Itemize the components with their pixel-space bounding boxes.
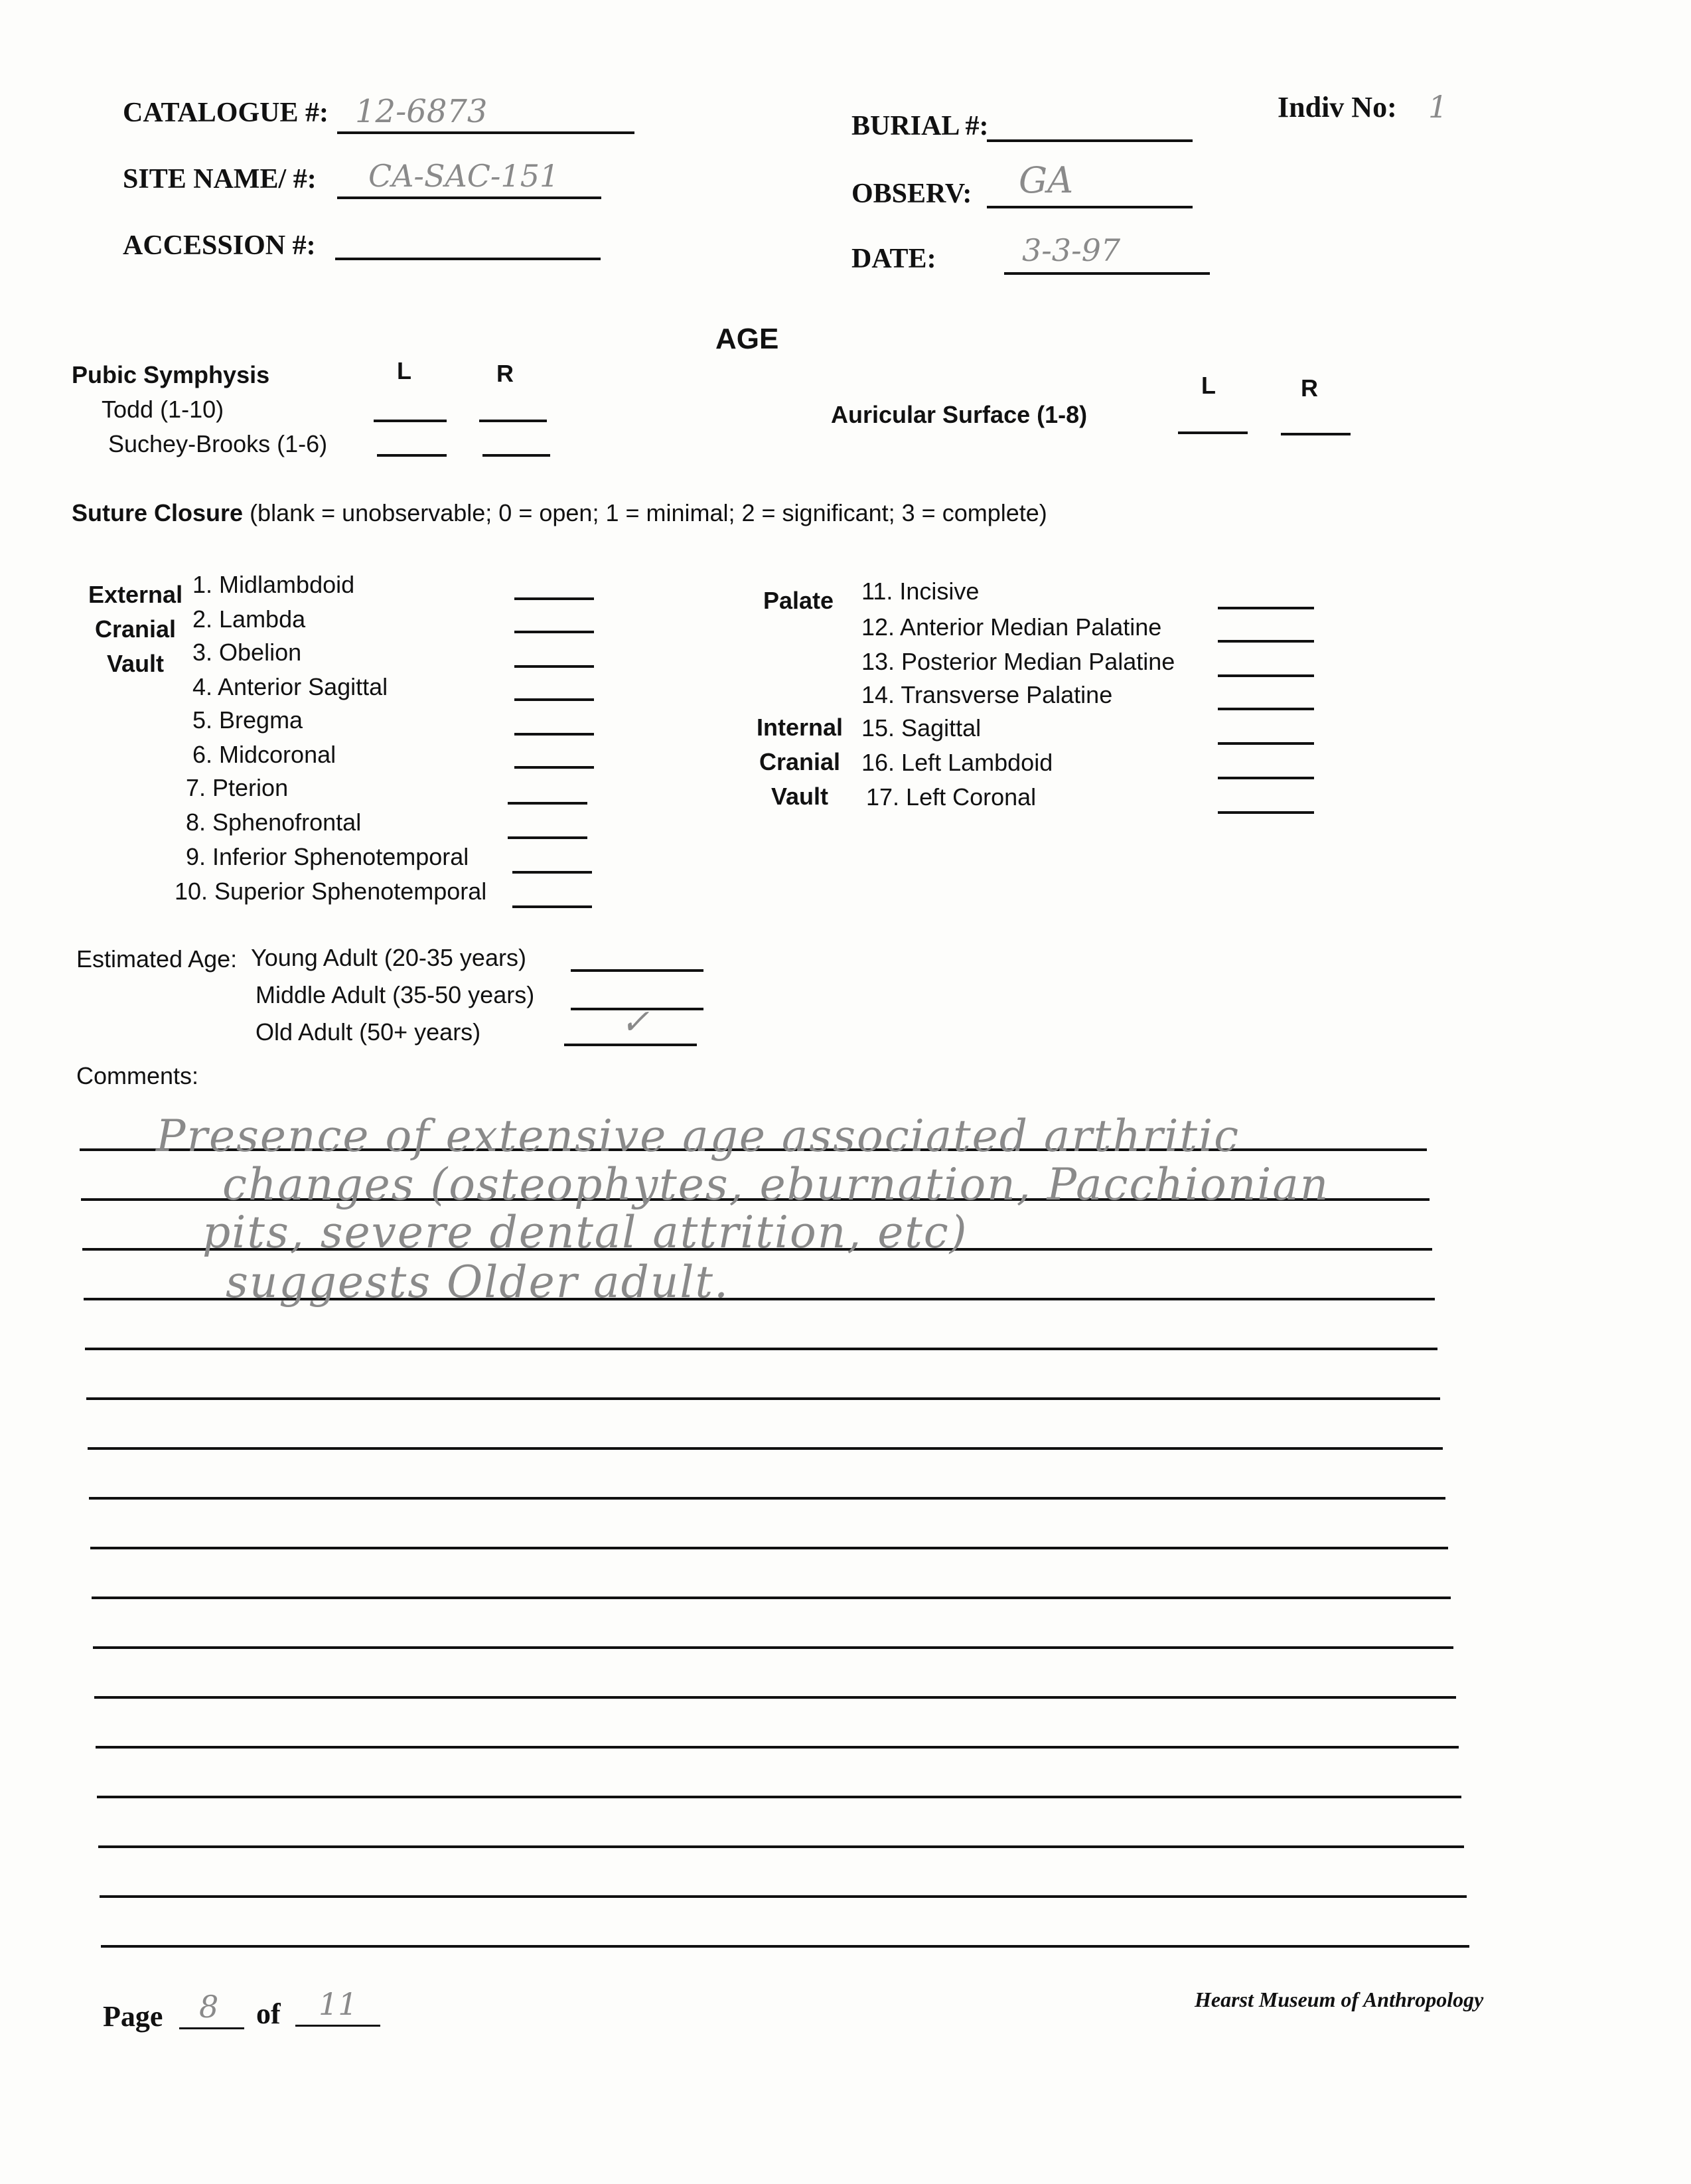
- site-value[interactable]: CA-SAC-151: [368, 158, 559, 194]
- internal-cranial-vault-group: [757, 710, 843, 814]
- external-suture-score-field[interactable]: [514, 733, 594, 736]
- external-suture-label: 4. Anterior Sagittal: [192, 673, 388, 700]
- external-suture-score-field[interactable]: [514, 631, 594, 633]
- palate-internal-suture-score-field[interactable]: [1218, 811, 1314, 814]
- external-cranial-vault-group: [88, 578, 183, 681]
- palate-internal-suture-score-field[interactable]: [1218, 708, 1314, 710]
- suture-closure-title: Suture Closure: [72, 499, 244, 526]
- external-suture-label: 3. Obelion: [192, 639, 302, 666]
- museum-name: Hearst Museum of Anthropology: [1195, 1988, 1484, 2011]
- auricular-right-field[interactable]: [1281, 433, 1351, 435]
- observ-value[interactable]: GA: [1019, 159, 1074, 201]
- external-suture-label: 10. Superior Sphenotemporal: [175, 878, 487, 905]
- comment-ruled-line: [90, 1547, 1448, 1549]
- palate-internal-suture-label: 16. Left Lambdoid: [861, 749, 1053, 776]
- external-group-line: External: [88, 581, 183, 608]
- observ-line: [987, 206, 1193, 208]
- page-label: Page: [103, 2000, 163, 2033]
- external-suture-label: 9. Inferior Sphenotemporal: [186, 843, 469, 870]
- date-value[interactable]: 3-3-97: [1022, 232, 1121, 268]
- accession-line: [335, 258, 601, 260]
- comment-ruled-line: [85, 1348, 1437, 1350]
- internal-group-line: Internal: [757, 714, 844, 741]
- estimated-age-option-field[interactable]: [571, 969, 703, 972]
- burial-line: [987, 139, 1193, 142]
- page-number-line: [179, 2027, 244, 2029]
- site-label: SITE NAME/ #:: [123, 164, 317, 195]
- external-suture-score-field[interactable]: [512, 905, 592, 908]
- external-suture-label: 1. Midlambdoid: [192, 571, 355, 598]
- site-line: [337, 196, 601, 199]
- accession-label: ACCESSION #:: [123, 230, 316, 261]
- page-number-value[interactable]: 8: [199, 1989, 219, 2025]
- external-suture-score-field[interactable]: [514, 597, 594, 600]
- internal-group-line: Vault: [771, 783, 829, 810]
- comment-ruled-line: [100, 1895, 1467, 1898]
- palate-internal-suture-score-field[interactable]: [1218, 674, 1314, 677]
- suture-closure-heading: [72, 499, 1047, 527]
- palate-internal-suture-label: 11. Incisive: [861, 578, 980, 605]
- external-suture-label: 5. Bregma: [192, 706, 303, 734]
- palate-internal-suture-label: 15. Sagittal: [861, 714, 982, 741]
- comment-ruled-line: [86, 1397, 1440, 1400]
- comment-ruled-line: [93, 1646, 1453, 1649]
- estimated-age-option-label: Young Adult (20-35 years): [251, 944, 526, 971]
- comment-ruled-line: [98, 1845, 1464, 1848]
- observ-label: OBSERV:: [851, 179, 972, 209]
- external-group-line: Vault: [107, 650, 165, 677]
- pubic-symphysis-title: Pubic Symphysis: [72, 361, 270, 388]
- date-label: DATE:: [851, 244, 936, 274]
- pubic-col-l: L: [397, 357, 411, 384]
- todd-left-field[interactable]: [374, 420, 447, 422]
- todd-right-field[interactable]: [479, 420, 547, 422]
- auricular-col-r: R: [1301, 374, 1318, 402]
- external-suture-score-field[interactable]: [512, 871, 592, 874]
- suchey-right-field[interactable]: [482, 454, 550, 457]
- external-suture-score-field[interactable]: [514, 766, 594, 769]
- suchey-brooks-label: Suchey-Brooks (1-6): [108, 430, 328, 457]
- total-pages-value[interactable]: 11: [319, 1986, 358, 2022]
- external-suture-score-field[interactable]: [514, 698, 594, 701]
- external-suture-label: 6. Midcoronal: [192, 741, 336, 768]
- external-suture-label: 2. Lambda: [192, 605, 306, 633]
- auricular-left-field[interactable]: [1178, 431, 1248, 434]
- indiv-value[interactable]: 1: [1428, 89, 1448, 125]
- palate-internal-suture-label: 12. Anterior Median Palatine: [861, 613, 1162, 641]
- estimated-age-option-field[interactable]: [564, 1044, 697, 1046]
- comment-handwritten-line: changes (osteophytes, eburnation, Pacchionian: [222, 1159, 1330, 1210]
- comments-label: Comments:: [76, 1062, 199, 1089]
- burial-label: BURIAL #:: [851, 111, 989, 141]
- suture-closure-legend: (blank = unobservable; 0 = open; 1 = minimal; 2 = significant; 3 = complete): [250, 499, 1047, 526]
- comment-ruled-line: [97, 1796, 1461, 1798]
- indiv-label: Indiv No:: [1278, 91, 1397, 123]
- estimated-age-check-mark: ✓: [621, 1002, 650, 1042]
- internal-group-line: Cranial: [759, 748, 841, 775]
- palate-internal-suture-label: 17. Left Coronal: [866, 783, 1037, 811]
- date-line: [1004, 272, 1210, 275]
- external-suture-score-field[interactable]: [508, 836, 587, 839]
- comment-ruled-line: [89, 1497, 1445, 1500]
- auricular-col-l: L: [1201, 372, 1216, 399]
- comment-handwritten-line: Presence of extensive age associated arthritic: [156, 1111, 1240, 1162]
- age-heading: AGE: [715, 323, 779, 355]
- external-suture-score-field[interactable]: [508, 802, 587, 805]
- palate-internal-suture-score-field[interactable]: [1218, 777, 1314, 779]
- comment-handwritten-line: suggests Older adult.: [226, 1257, 729, 1308]
- comment-ruled-line: [96, 1746, 1459, 1749]
- comment-ruled-line: [88, 1447, 1443, 1450]
- external-suture-label: 8. Sphenofrontal: [186, 809, 362, 836]
- catalogue-label: CATALOGUE #:: [123, 98, 329, 128]
- catalogue-value[interactable]: 12-6873: [355, 93, 488, 130]
- estimated-age-label: Estimated Age:: [76, 945, 238, 973]
- catalogue-line: [337, 131, 634, 134]
- external-suture-score-field[interactable]: [514, 665, 594, 668]
- suchey-left-field[interactable]: [377, 454, 447, 457]
- comment-ruled-line: [92, 1597, 1451, 1599]
- palate-internal-suture-score-field[interactable]: [1218, 640, 1314, 643]
- palate-internal-suture-score-field[interactable]: [1218, 607, 1314, 609]
- estimated-age-option-label: Old Adult (50+ years): [256, 1018, 481, 1046]
- comment-ruled-line: [101, 1945, 1469, 1948]
- estimated-age-option-label: Middle Adult (35-50 years): [256, 981, 535, 1008]
- palate-group-label: Palate: [763, 587, 834, 614]
- comment-ruled-line: [94, 1696, 1456, 1699]
- external-suture-label: 7. Pterion: [186, 774, 289, 801]
- comment-handwritten-line: pits, severe dental attrition, etc): [202, 1207, 968, 1258]
- external-group-line: Cranial: [95, 615, 177, 643]
- palate-internal-suture-label: 13. Posterior Median Palatine: [861, 648, 1175, 675]
- total-pages-line: [295, 2025, 380, 2027]
- palate-internal-suture-label: 14. Transverse Palatine: [861, 681, 1113, 708]
- pubic-col-r: R: [496, 360, 514, 387]
- todd-label: Todd (1-10): [102, 396, 224, 423]
- palate-internal-suture-score-field[interactable]: [1218, 742, 1314, 745]
- of-label: of: [256, 1997, 281, 2030]
- auricular-surface-label: Auricular Surface (1-8): [831, 401, 1088, 428]
